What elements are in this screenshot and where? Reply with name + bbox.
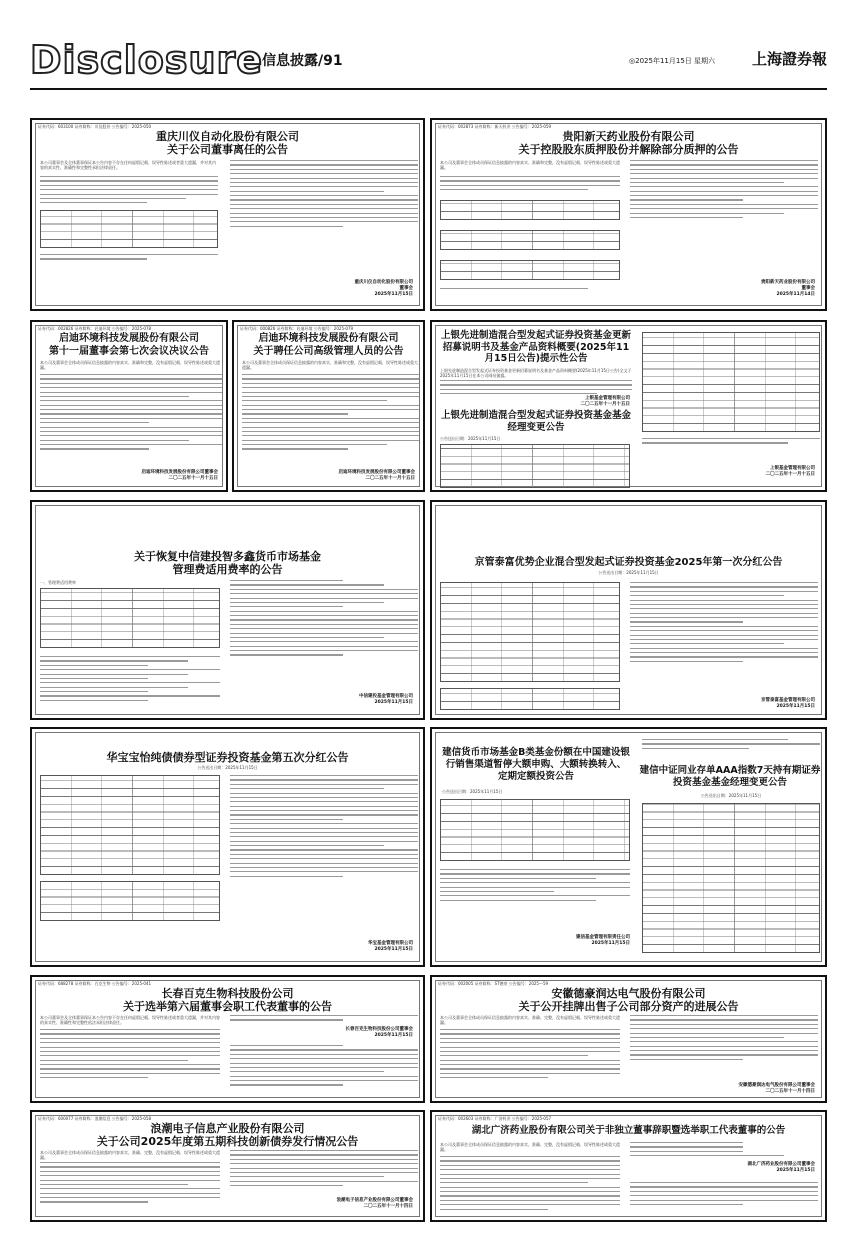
dividend-detail-table — [40, 881, 220, 921]
notice-intro: 本公司及董事会全体成员保证信息披露的内容真实、准确和完整，没有虚假记载、误导性陈述或重大遗漏。 — [40, 360, 220, 370]
notice-date: 公告送出日期：2025年11月15日 — [442, 789, 503, 794]
notice-tus-board-resolution — [30, 320, 228, 492]
notice-boscam-fund — [430, 320, 827, 492]
notice-date: 公告送出日期：2025年11月15日 — [700, 793, 762, 798]
notice-title: 关于恢复中信建投智多鑫货币市场基金 管理费适用费率的公告 — [134, 550, 321, 576]
text-column — [440, 869, 630, 904]
notice-signer: 中信建投基金管理有限公司 2025年11月15日 — [359, 694, 413, 705]
notice-title: 启迪环境科技发展股份有限公司 第十一届董事会第七次会议决议公告 — [49, 333, 209, 357]
dividend-detail-table — [440, 688, 620, 710]
notice-signer: 上银基金管理有限公司 二〇二五年十一月十五日 — [580, 396, 630, 407]
stock-code: 证券代码：600077 证券简称：浪潮信息 公告编号：2025-058 — [38, 1116, 152, 1121]
notice-guangji-director-resignation — [430, 1110, 827, 1222]
text-column — [440, 176, 620, 194]
notice-signer: 建信基金管理有限责任公司 2025年11月15日 — [576, 935, 630, 946]
notice-intro: 上银先进制造混合型发起式证券投资基金更新招募说明书及基金产品资料概要(2025年11月15日公告)全文于2025年11月15日在本公司网站披露。 — [440, 368, 632, 378]
notice-date: 公告送出日期：2025年11月15日 — [197, 765, 258, 770]
text-column — [40, 1162, 220, 1206]
section-title: 信息披露/91 — [262, 53, 343, 69]
text-column — [230, 580, 418, 659]
text-column — [440, 288, 620, 292]
text-column — [630, 160, 818, 221]
text-column — [642, 438, 820, 447]
text-column — [242, 374, 419, 453]
fund-fee-table — [40, 588, 220, 648]
dividend-basic-table — [440, 582, 620, 682]
masthead-rule — [30, 88, 827, 90]
notice-dehao-asset-sale — [430, 975, 827, 1103]
stock-code: 证券代码：002603 证券简称：广济药业 公告编号：2025-057 — [438, 1116, 552, 1121]
notice-intro: 本公司及董事会全体成员保证信息披露的内容真实、准确和完整，没有虚假记载、误导性陈述或重大遗漏。 — [242, 360, 418, 370]
notice-jgtf-dividend — [430, 500, 827, 720]
notice-huabao-dividend — [30, 727, 425, 967]
text-column — [40, 656, 220, 704]
notice-title: 长春百克生物科技股份公司 关于选举第六届董事会职工代表董事的公告 — [123, 987, 332, 1013]
notice-signer: 长春百克生物科技股份公司董事会 2025年11月15日 — [345, 1027, 413, 1038]
text-column — [630, 1015, 818, 1063]
notice-xintian-pledge — [430, 118, 827, 311]
text-column — [40, 374, 222, 453]
notice-signer: 华宝基金管理有限公司 2025年11月15日 — [368, 941, 413, 952]
masthead-wordmark: Disclosure — [30, 38, 264, 82]
director-table — [40, 210, 218, 248]
text-column — [230, 1150, 418, 1189]
stock-code: 证券代码：002873 证券简称：新天药业 公告编号：2025-059 — [438, 124, 552, 129]
notice-signer: 湖北广济药业股份有限公司董事会 2025年11月15日 — [747, 1162, 815, 1173]
text-column — [630, 582, 818, 665]
cumulative-table — [440, 260, 620, 280]
text-column — [40, 254, 218, 263]
notice-intro: 本公司及董事会全体成员保证信息披露的内容真实、准确、完整，没有虚假记载、误导性陈述或重大遗漏。 — [440, 1142, 620, 1152]
notice-title: 建信货币市场基金B类基金份额在中国建设银 行销售渠道暂停大额申购、大额转换转入、 定期定额投资公告 — [442, 747, 630, 782]
notice-intro: 本公司董事会及全体董事保证本公告内容不存在任何虚假记载、误导性陈述或者重大遗漏，并对其内容的真实性、准确性和完整性依法承担法律责任。 — [40, 1015, 220, 1025]
text-column — [230, 160, 418, 230]
stock-code: 证券代码：603100 证券简称：川仪股份 公告编号：2025-050 — [38, 124, 152, 129]
masthead — [30, 40, 827, 84]
text-column — [230, 1015, 418, 1024]
notice-title: 浪潮电子信息产业股份有限公司 关于公司2025年度第五期科技创新债券发行情况公告 — [96, 1122, 359, 1148]
text-column — [440, 380, 632, 398]
issue-date: ◎2025年11月15日 星期六 — [629, 57, 715, 65]
notice-signer: 京管泰富基金管理有限公司 2025年11月15日 — [761, 698, 815, 709]
notice-tus-executive-appointment — [232, 320, 425, 492]
text-column — [230, 775, 418, 880]
release-table — [440, 230, 620, 250]
notice-signer: 安徽德豪润达电气股份有限公司董事会 二〇二五年十一月十四日 — [738, 1083, 815, 1094]
notice-bcht-employee-director — [30, 975, 425, 1103]
notice-title: 湖北广济药业股份有限公司关于非独立董事辞职暨选举职工代表董事的公告 — [471, 1125, 786, 1136]
stock-code: 证券代码：002826 证券简称：启迪环境 公告编号：2025-078 — [38, 326, 152, 331]
fund-suspension-table — [440, 799, 630, 861]
newspaper-name: 上海證券報 — [751, 50, 827, 68]
notice-intro: 一、管理费适用费率 — [40, 580, 76, 585]
text-column — [40, 176, 218, 207]
manager-info-table — [642, 332, 820, 432]
text-column — [440, 1156, 620, 1213]
notice-title: 贵阳新天药业股份有限公司 关于控股股东质押股份并解除部分质押的公告 — [518, 130, 739, 156]
text-column — [230, 1045, 418, 1089]
notice-title: 建信中证同业存单AAA指数7天持有期证券 投资基金基金经理变更公告 — [639, 765, 821, 788]
notice-signer: 启迪环境科技发展股份有限公司董事会 二〇二五年十一月十五日 — [338, 470, 415, 481]
notice-title: 重庆川仪自动化股份有限公司 关于公司董事离任的公告 — [156, 130, 299, 156]
text-column — [630, 1142, 818, 1160]
notice-chuanyi-director-resignation — [30, 118, 425, 311]
text-column — [440, 1029, 620, 1082]
fund-info-table — [440, 444, 630, 488]
text-column — [40, 1029, 220, 1082]
notice-title: 上银先进制造混合型发起式证券投资基金更新 招募说明书及基金产品资料概要(2025年11 月15日公告)提示性公告 — [440, 330, 631, 364]
stock-code: 证券代码：002005 证券简称：ST德豪 公告编号：2025—59 — [438, 981, 549, 986]
notice-signer: 贵阳新天药业股份有限公司 董事会 2025年11月14日 — [761, 280, 815, 297]
dividend-basic-table — [40, 775, 220, 875]
notice-signer: 上银基金管理有限公司 二〇二五年十一月十五日 — [765, 466, 815, 477]
notice-intro: 公告送出日期：2025年11月15日 — [440, 436, 501, 441]
notice-signer: 启迪环境科技发展股份有限公司董事会 二〇二五年十一月十五日 — [141, 470, 218, 481]
notice-title: 启迪环境科技发展股份有限公司 关于聘任公司高级管理人员的公告 — [253, 333, 404, 357]
manager-info-table — [642, 803, 820, 953]
notice-ccb-fund — [430, 727, 827, 967]
notice-csc-money-fund-fee — [30, 500, 425, 720]
notice-date: 公告送出日期：2025年11月15日 — [598, 570, 659, 575]
notice-inspur-bond-issuance — [30, 1110, 425, 1222]
notice-signer: 浪潮电子信息产业股份有限公司董事会 二〇二五年十一月十四日 — [336, 1198, 413, 1209]
notice-title: 上银先进制造混合型发起式证券投资基金基金 经理变更公告 — [440, 410, 631, 433]
text-column — [642, 739, 820, 752]
notice-intro: 本公司及董事会全体成员保证信息披露的内容真实、准确和完整，没有虚假记载、误导性陈述或重大遗漏。 — [440, 160, 620, 170]
notice-signer: 重庆川仪自动化股份有限公司 董事会 2025年11月15日 — [354, 280, 413, 297]
notice-title: 华宝宝怡纯债债券型证券投资基金第五次分红公告 — [106, 751, 349, 764]
notice-title: 安徽德豪润达电气股份有限公司 关于公开挂牌出售子公司部分资产的进展公告 — [518, 987, 739, 1013]
notice-intro: 本公司及董事会全体成员保证信息披露的内容真实、准确、完整，没有虚假记载、误导性陈述或重大遗漏。 — [440, 1015, 620, 1025]
text-column — [630, 1182, 818, 1208]
stock-code: 证券代码：000826 证券简称：启迪环境 公告编号：2025-079 — [240, 326, 354, 331]
notice-intro: 本公司董事会及全体董事保证本公告内容不存在任何虚假记载、误导性陈述或者重大遗漏，并对其内容的真实性、准确性和完整性承担法律责任。 — [40, 160, 216, 170]
pledge-table — [440, 200, 620, 220]
notice-title: 京管泰富优势企业混合型发起式证券投资基金2025年第一次分红公告 — [474, 557, 783, 568]
stock-code: 证券代码：688278 证券简称：百克生物 公告编号：2025-041 — [38, 981, 152, 986]
notice-intro: 本公司及董事会全体成员保证信息披露的内容真实、准确、完整，没有虚假记载、误导性陈述或重大遗漏。 — [40, 1150, 220, 1160]
